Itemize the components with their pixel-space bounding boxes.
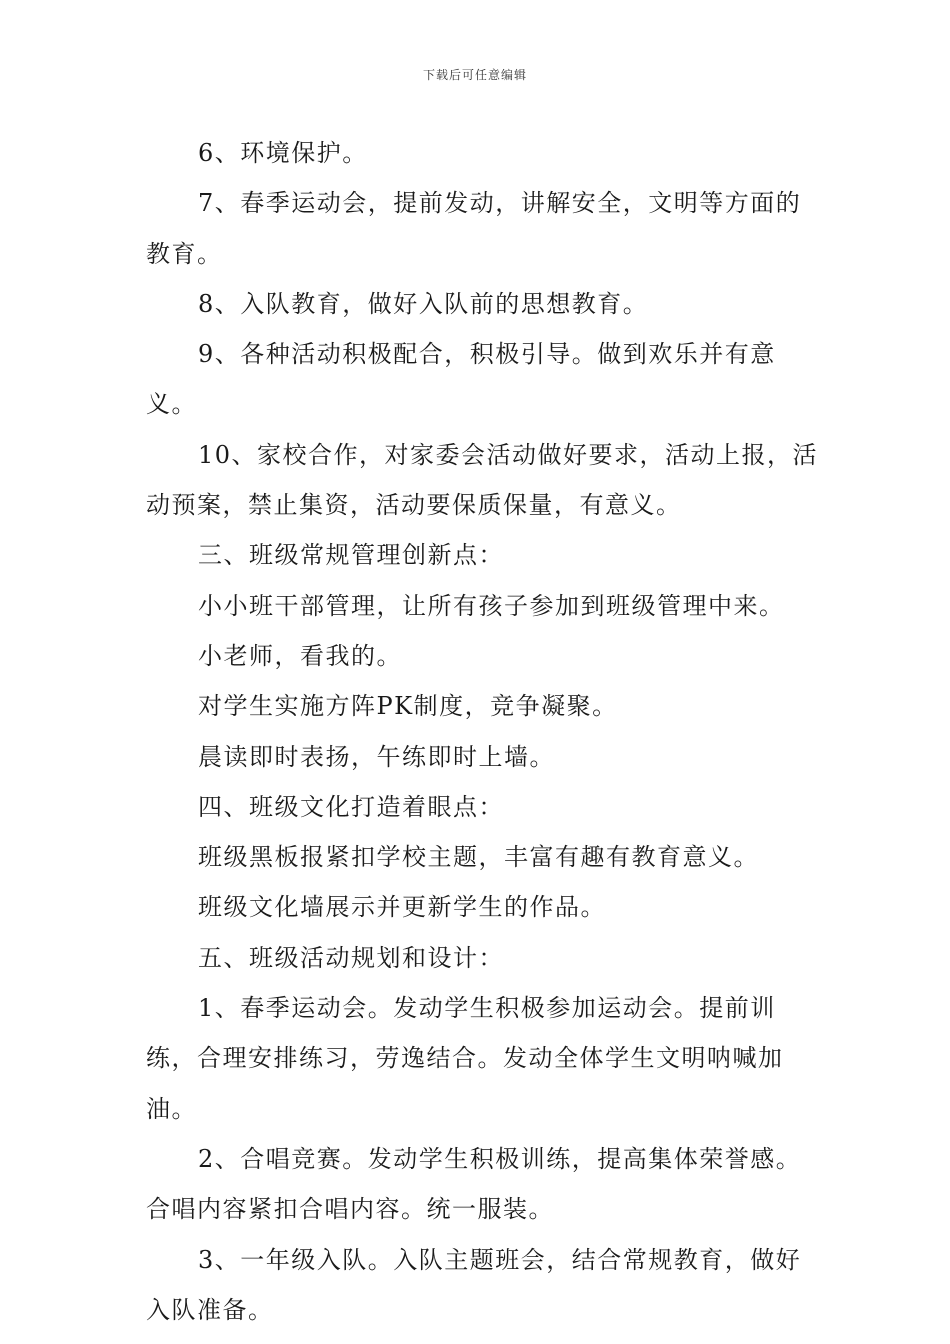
paragraph-item-6: 6、环境保护。: [198, 139, 368, 167]
paragraph-culture-wall: 班级文化墙展示并更新学生的作品。: [198, 893, 606, 922]
paragraph-class-cadres: 小小班干部管理，让所有孩子参加到班级管理中来。: [198, 591, 785, 620]
header-note: 下载后可任意编辑: [422, 68, 527, 82]
paragraph-morning-reading: 晨读即时表扬，午练即时上墙。: [198, 742, 555, 771]
paragraph-item-10: 10、家校合作，对家委会活动做好要求，活动上报，活动预案，禁止集资，活动要保质保量，有意义。: [146, 440, 819, 520]
document-body: [146, 128, 826, 1335]
section-heading-5: 五、班级活动规划和设计：: [198, 943, 504, 972]
paragraph-item-9: 9、各种活动积极配合，积极引导。做到欢乐并有意义。: [146, 340, 776, 419]
paragraph-little-teacher: 小老师，看我的。: [198, 641, 402, 670]
paragraph-activity-2: 2、合唱竞赛。发动学生积极训练，提高集体荣誉感。合唱内容紧扣合唱内容。统一服装。: [146, 1144, 802, 1224]
section-heading-4: 四、班级文化打造着眼点：: [198, 792, 504, 821]
section-heading-3: 三、班级常规管理创新点：: [198, 541, 504, 570]
paragraph-activity-3: 3、一年级入队。入队主题班会，结合常规教育，做好入队准备。: [146, 1245, 802, 1324]
paragraph-item-8: 8、入队教育，做好入队前的思想教育。: [198, 289, 649, 318]
paragraph-pk-system: 对学生实施方阵PK制度，竞争凝聚。: [198, 692, 618, 721]
paragraph-activity-1: 1、春季运动会。发动学生积极参加运动会。提前训练，合理安排练习，劳逸结合。发动全体学生文明呐喊加油。: [146, 994, 784, 1123]
paragraph-blackboard: 班级黑板报紧扣学校主题，丰富有趣有教育意义。: [198, 843, 759, 872]
paragraph-item-7: 7、春季运动会，提前发动，讲解安全，文明等方面的教育。: [146, 189, 802, 268]
